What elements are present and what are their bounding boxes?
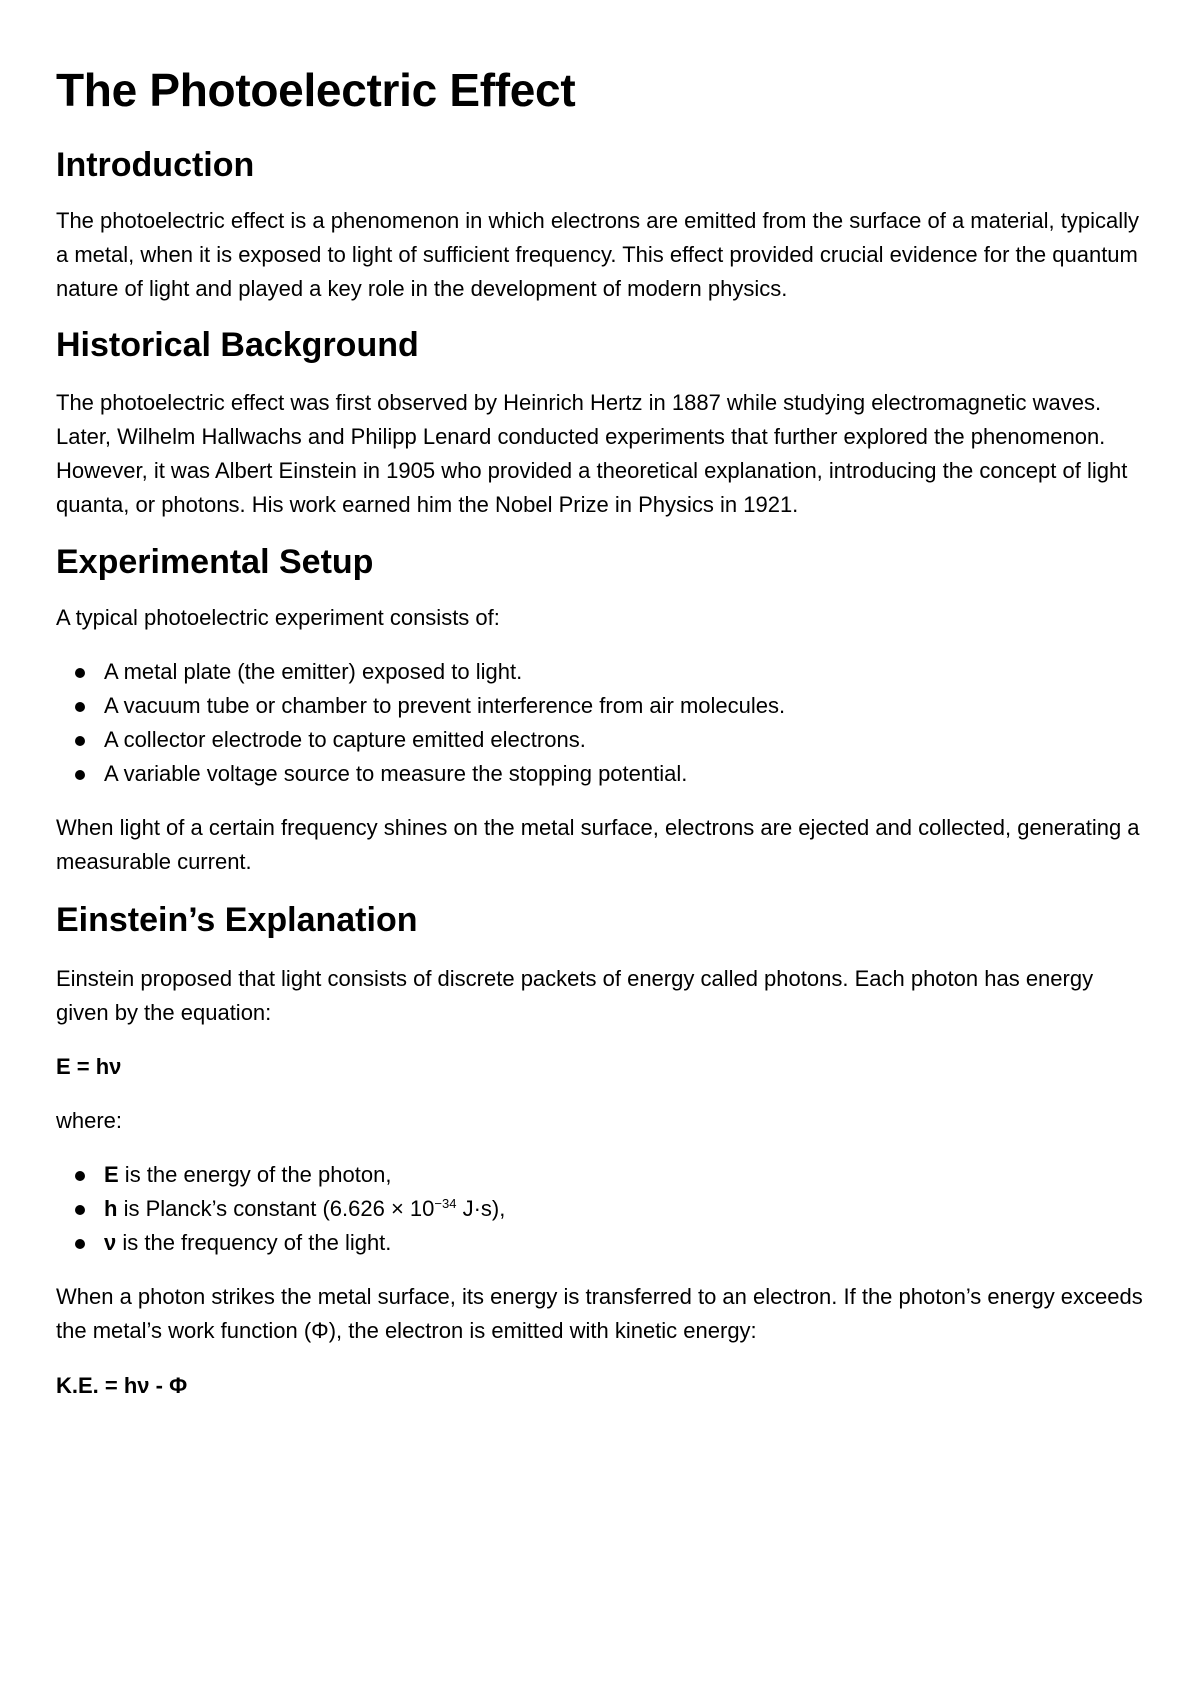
paragraph-where: where:: [56, 1108, 123, 1133]
symbol-nu: ν: [104, 1230, 117, 1255]
definition-text: J·s),: [456, 1196, 506, 1221]
heading-einstein-explanation: Einstein’s Explanation: [56, 901, 418, 939]
list-item: A collector electrode to capture emitted electrons.: [104, 723, 1144, 757]
heading-introduction: Introduction: [56, 146, 255, 184]
paragraph-einstein-work-function: When a photon strikes the metal surface, its energy is transferred to an electron. If the photon’s energy exceeds the metal’s work function (Φ), the electron is emitted with kinetic energy:: [56, 1284, 1143, 1343]
paragraph-introduction: The photoelectric effect is a phenomenon in which electrons are emitted from the surface of a material, typically a metal, when it is exposed to light of sufficient frequency. This effect provided crucial evidence for the quantum nature of light and played a key role in the development of modern physics.: [56, 208, 1140, 301]
list-item: A vacuum tube or chamber to prevent interference from air molecules.: [104, 689, 1144, 723]
definition-text: is Planck’s constant (6.626 × 10: [117, 1196, 435, 1221]
definition-text: is the frequency of the light.: [116, 1230, 392, 1255]
heading-historical-background: Historical Background: [56, 326, 419, 364]
list-item: [104, 1158, 1144, 1192]
exponent: −34: [434, 1196, 457, 1211]
equation-kinetic-energy: K.E. = hν - Φ: [56, 1373, 188, 1398]
equation-photon-energy: E = hν: [56, 1054, 122, 1079]
paragraph-historical-background: The photoelectric effect was first observed by Heinrich Hertz in 1887 while studying electromagnetic waves. Later, Wilhelm Hallwachs and Philipp Lenard conducted experiments that further explored the phenomenon. However, it was Albert Einstein in 1905 who provided a theoretical explanation, introducing the concept of light quanta, or photons. His work earned him the Nobel Prize in Physics in 1921.: [56, 390, 1128, 517]
list-item: A metal plate (the emitter) exposed to light.: [104, 655, 1144, 689]
paragraph-setup-intro: A typical photoelectric experiment consists of:: [56, 605, 500, 630]
paragraph-einstein: Einstein proposed that light consists of discrete packets of energy called photons. Each photon has energy given by the equation:: [56, 966, 1094, 1025]
document-title: The Photoelectric Effect: [56, 64, 576, 116]
list-item: [104, 1226, 1144, 1260]
list-item: [104, 1192, 1144, 1226]
symbol-e: E: [104, 1162, 119, 1187]
setup-list: [56, 655, 1144, 791]
symbol-h: h: [104, 1196, 118, 1221]
list-item: A variable voltage source to measure the stopping potential.: [104, 757, 1144, 791]
definitions-list: [56, 1158, 1144, 1260]
definition-text: is the energy of the photon,: [118, 1162, 392, 1187]
paragraph-setup-closing: When light of a certain frequency shines on the metal surface, electrons are ejected and collected, generating a measurable current.: [56, 815, 1140, 874]
heading-experimental-setup: Experimental Setup: [56, 543, 374, 581]
